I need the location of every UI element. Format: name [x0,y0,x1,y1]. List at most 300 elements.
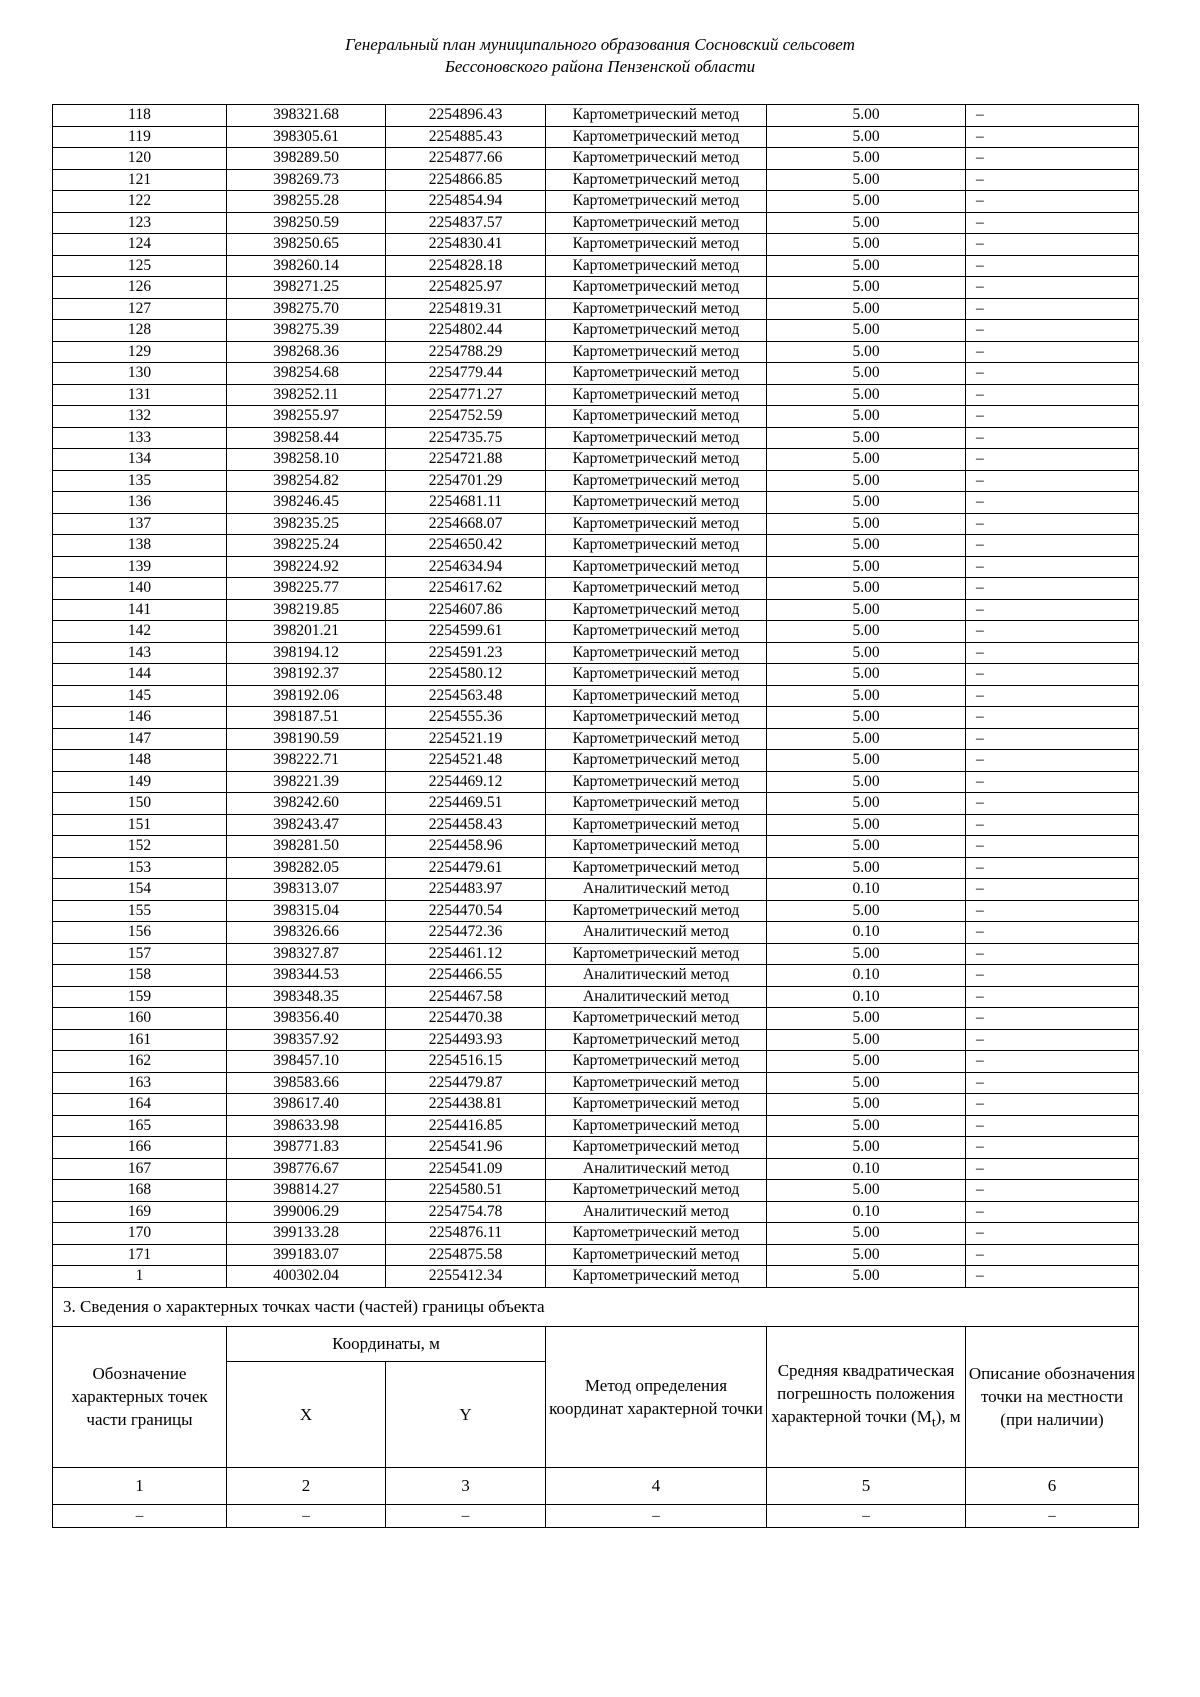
coord-y-cell: 2254788.29 [386,341,546,363]
point-number-cell: 142 [53,621,227,643]
point-number-cell: 162 [53,1051,227,1073]
description-cell: – [966,277,1139,299]
mean-error-cell: 5.00 [767,234,966,256]
point-number-cell: 132 [53,406,227,428]
coord-y-cell: 2254479.87 [386,1072,546,1094]
method-cell: Картометрический метод [546,363,767,385]
coord-y-cell: 2254467.58 [386,986,546,1008]
mean-error-cell: 5.00 [767,406,966,428]
mean-error-cell: 5.00 [767,384,966,406]
coord-x-cell: 398771.83 [227,1137,386,1159]
coord-y-cell: 2254541.09 [386,1158,546,1180]
coord-y-cell: 2254599.61 [386,621,546,643]
method-cell: Картометрический метод [546,255,767,277]
mean-error-cell: 5.00 [767,1137,966,1159]
method-cell: Картометрический метод [546,1180,767,1202]
coord-x-cell: 398235.25 [227,513,386,535]
coord-x-cell: 398192.06 [227,685,386,707]
point-number-cell: 163 [53,1072,227,1094]
coord-y-cell: 2254875.58 [386,1244,546,1266]
description-cell: – [966,750,1139,772]
table-row [53,771,1139,793]
description-cell: – [966,1072,1139,1094]
table-row [53,857,1139,879]
description-cell: – [966,1008,1139,1030]
point-number-cell: 128 [53,320,227,342]
coord-y-cell: 2254521.48 [386,750,546,772]
point-number-cell: 120 [53,148,227,170]
mean-error-cell: 5.00 [767,836,966,858]
mean-error-cell: 0.10 [767,879,966,901]
coord-x-cell: 398313.07 [227,879,386,901]
table-row [53,922,1139,944]
table-row [53,1201,1139,1223]
description-cell: – [966,1201,1139,1223]
coord-x-cell: 398250.59 [227,212,386,234]
coord-x-cell: 398321.68 [227,105,386,127]
table-row [53,1008,1139,1030]
description-cell: – [966,1266,1139,1288]
empty-cell: – [53,1504,227,1527]
table-row [53,793,1139,815]
mean-error-cell: 5.00 [767,1029,966,1051]
coord-x-cell: 398282.05 [227,857,386,879]
method-cell: Картометрический метод [546,513,767,535]
coord-y-cell: 2254483.97 [386,879,546,901]
table-row [53,1137,1139,1159]
coord-x-cell: 398281.50 [227,836,386,858]
coord-y-cell: 2254521.19 [386,728,546,750]
coord-y-cell: 2254416.85 [386,1115,546,1137]
header-point-designation: Обозначение характерных точек части границы [53,1326,227,1467]
coord-y-cell: 2254876.11 [386,1223,546,1245]
coord-x-cell: 399183.07 [227,1244,386,1266]
mean-error-cell: 0.10 [767,1158,966,1180]
table-row [53,1180,1139,1202]
mean-error-cell: 5.00 [767,105,966,127]
mean-error-cell: 5.00 [767,814,966,836]
section-3-title: 3. Сведения о характерных точках части (частей) границы объекта [53,1287,1139,1326]
method-cell: Картометрический метод [546,535,767,557]
empty-cell: – [386,1504,546,1527]
mean-error-cell: 0.10 [767,922,966,944]
description-cell: – [966,1223,1139,1245]
coord-y-cell: 2255412.34 [386,1266,546,1288]
method-cell: Картометрический метод [546,793,767,815]
method-cell: Картометрический метод [546,105,767,127]
description-cell: – [966,212,1139,234]
table-row [53,943,1139,965]
method-cell: Картометрический метод [546,1244,767,1266]
table-row [53,1029,1139,1051]
coord-y-cell: 2254466.55 [386,965,546,987]
table-row [53,1072,1139,1094]
description-cell: – [966,234,1139,256]
method-cell: Картометрический метод [546,470,767,492]
coord-y-cell: 2254563.48 [386,685,546,707]
mean-error-cell: 5.00 [767,363,966,385]
coord-y-cell: 2254461.12 [386,943,546,965]
point-number-cell: 145 [53,685,227,707]
coord-y-cell: 2254458.96 [386,836,546,858]
mean-error-cell: 5.00 [767,1051,966,1073]
point-number-cell: 133 [53,427,227,449]
table-row [53,341,1139,363]
table-row [53,1115,1139,1137]
coord-x-cell: 398187.51 [227,707,386,729]
mean-error-cell: 5.00 [767,169,966,191]
table-row [53,599,1139,621]
coord-x-cell: 398617.40 [227,1094,386,1116]
header-y: Y [386,1361,546,1467]
point-number-cell: 168 [53,1180,227,1202]
point-number-cell: 154 [53,879,227,901]
mean-error-cell: 5.00 [767,664,966,686]
mean-error-cell: 5.00 [767,642,966,664]
description-cell: – [966,599,1139,621]
point-number-cell: 125 [53,255,227,277]
coord-y-cell: 2254591.23 [386,642,546,664]
column-number: 3 [386,1467,546,1504]
table-row [53,685,1139,707]
coord-x-cell: 398271.25 [227,277,386,299]
coord-y-cell: 2254701.29 [386,470,546,492]
description-cell: – [966,1137,1139,1159]
point-number-cell: 138 [53,535,227,557]
method-cell: Картометрический метод [546,664,767,686]
table-row [53,642,1139,664]
description-cell: – [966,1244,1139,1266]
coord-x-cell: 398583.66 [227,1072,386,1094]
coord-y-cell: 2254877.66 [386,148,546,170]
point-number-cell: 169 [53,1201,227,1223]
table-row [53,900,1139,922]
point-number-cell: 148 [53,750,227,772]
table-row [53,1266,1139,1288]
table-row [53,1223,1139,1245]
point-number-cell: 119 [53,126,227,148]
method-cell: Картометрический метод [546,1115,767,1137]
mean-error-cell: 5.00 [767,750,966,772]
method-cell: Картометрический метод [546,406,767,428]
coord-x-cell: 398327.87 [227,943,386,965]
table-row [53,664,1139,686]
table-row [53,234,1139,256]
mean-error-cell: 5.00 [767,1223,966,1245]
point-number-cell: 139 [53,556,227,578]
table-row [53,384,1139,406]
description-cell: – [966,879,1139,901]
point-number-cell: 121 [53,169,227,191]
coord-y-cell: 2254650.42 [386,535,546,557]
table-row [53,879,1139,901]
point-number-cell: 161 [53,1029,227,1051]
point-number-cell: 167 [53,1158,227,1180]
description-cell: – [966,320,1139,342]
table-row [53,470,1139,492]
table-row [53,535,1139,557]
description-cell: – [966,513,1139,535]
coord-x-cell: 398258.10 [227,449,386,471]
description-cell: – [966,427,1139,449]
method-cell: Картометрический метод [546,728,767,750]
coord-y-cell: 2254470.54 [386,900,546,922]
method-cell: Картометрический метод [546,234,767,256]
coord-x-cell: 398201.21 [227,621,386,643]
table-row [53,363,1139,385]
empty-cell: – [546,1504,767,1527]
coord-x-cell: 398242.60 [227,793,386,815]
description-cell: – [966,922,1139,944]
coordinates-table-body [53,105,1139,1288]
method-cell: Картометрический метод [546,556,767,578]
method-cell: Картометрический метод [546,1008,767,1030]
mean-error-cell: 5.00 [767,320,966,342]
method-cell: Картометрический метод [546,1094,767,1116]
coord-x-cell: 398246.45 [227,492,386,514]
point-number-cell: 150 [53,793,227,815]
point-number-cell: 146 [53,707,227,729]
point-number-cell: 158 [53,965,227,987]
mean-error-cell: 5.00 [767,857,966,879]
table-row [53,406,1139,428]
mean-error-cell: 5.00 [767,793,966,815]
description-cell: – [966,492,1139,514]
description-cell: – [966,1051,1139,1073]
table-row [53,513,1139,535]
method-cell: Картометрический метод [546,599,767,621]
mean-error-cell: 5.00 [767,535,966,557]
method-cell: Картометрический метод [546,943,767,965]
column-number: 6 [966,1467,1139,1504]
method-cell: Картометрический метод [546,449,767,471]
method-cell: Картометрический метод [546,148,767,170]
mean-error-cell: 5.00 [767,1008,966,1030]
description-cell: – [966,148,1139,170]
point-number-cell: 124 [53,234,227,256]
point-number-cell: 126 [53,277,227,299]
coord-y-cell: 2254617.62 [386,578,546,600]
table-row [53,277,1139,299]
method-cell: Аналитический метод [546,1201,767,1223]
section-3-title-row [53,1287,1139,1326]
coord-x-cell: 398255.28 [227,191,386,213]
method-cell: Картометрический метод [546,771,767,793]
method-cell: Картометрический метод [546,836,767,858]
mean-error-cell: 5.00 [767,621,966,643]
mean-error-cell: 5.00 [767,771,966,793]
header-x: X [227,1361,386,1467]
coord-y-cell: 2254771.27 [386,384,546,406]
column-number: 2 [227,1467,386,1504]
description-cell: – [966,384,1139,406]
point-number-cell: 143 [53,642,227,664]
mean-error-cell: 5.00 [767,1244,966,1266]
point-number-cell: 135 [53,470,227,492]
point-number-cell: 164 [53,1094,227,1116]
coord-y-cell: 2254681.11 [386,492,546,514]
coord-y-cell: 2254516.15 [386,1051,546,1073]
mean-error-cell: 5.00 [767,943,966,965]
description-cell: – [966,771,1139,793]
mean-error-cell: 0.10 [767,986,966,1008]
coord-x-cell: 398258.44 [227,427,386,449]
mean-error-cell: 5.00 [767,126,966,148]
coord-y-cell: 2254493.93 [386,1029,546,1051]
method-cell: Картометрический метод [546,169,767,191]
description-cell: – [966,1158,1139,1180]
coord-x-cell: 398260.14 [227,255,386,277]
coord-y-cell: 2254802.44 [386,320,546,342]
description-cell: – [966,1094,1139,1116]
table-row [53,836,1139,858]
coord-x-cell: 398254.68 [227,363,386,385]
coord-x-cell: 398192.37 [227,664,386,686]
description-cell: – [966,685,1139,707]
method-cell: Картометрический метод [546,750,767,772]
coord-y-cell: 2254555.36 [386,707,546,729]
method-cell: Картометрический метод [546,191,767,213]
table-row [53,105,1139,127]
coord-y-cell: 2254469.51 [386,793,546,815]
mean-error-cell: 5.00 [767,148,966,170]
mean-error-cell: 5.00 [767,728,966,750]
header-description: Описание обозначения точки на местности (при наличии) [966,1326,1139,1467]
header-coordinates: Координаты, м [227,1326,546,1361]
column-number: 1 [53,1467,227,1504]
coord-y-cell: 2254866.85 [386,169,546,191]
description-cell: – [966,793,1139,815]
coord-y-cell: 2254735.75 [386,427,546,449]
method-cell: Аналитический метод [546,965,767,987]
description-cell: – [966,728,1139,750]
table-row [53,1244,1139,1266]
point-number-cell: 122 [53,191,227,213]
coord-x-cell: 398250.65 [227,234,386,256]
header-line-1: Генеральный план муниципального образования Сосновский сельсовет [345,35,855,54]
mean-error-cell: 5.00 [767,707,966,729]
point-number-cell: 136 [53,492,227,514]
coord-x-cell: 399006.29 [227,1201,386,1223]
point-number-cell: 156 [53,922,227,944]
description-cell: – [966,105,1139,127]
method-cell: Картометрический метод [546,427,767,449]
method-cell: Аналитический метод [546,1158,767,1180]
coord-y-cell: 2254541.96 [386,1137,546,1159]
point-number-cell: 140 [53,578,227,600]
mean-error-cell: 5.00 [767,427,966,449]
table-row [53,191,1139,213]
mean-error-cell: 5.00 [767,556,966,578]
coord-x-cell: 398221.39 [227,771,386,793]
method-cell: Картометрический метод [546,341,767,363]
coord-y-cell: 2254896.43 [386,105,546,127]
coord-x-cell: 399133.28 [227,1223,386,1245]
coord-y-cell: 2254825.97 [386,277,546,299]
coord-y-cell: 2254580.12 [386,664,546,686]
method-cell: Картометрический метод [546,1051,767,1073]
empty-cell: – [227,1504,386,1527]
point-number-cell: 165 [53,1115,227,1137]
coord-x-cell: 398814.27 [227,1180,386,1202]
coord-y-cell: 2254607.86 [386,599,546,621]
mean-error-cell: 5.00 [767,1094,966,1116]
mean-error-cell: 5.00 [767,900,966,922]
coord-x-cell: 398219.85 [227,599,386,621]
description-cell: – [966,449,1139,471]
coord-y-cell: 2254580.51 [386,1180,546,1202]
description-cell: – [966,191,1139,213]
description-cell: – [966,664,1139,686]
mean-error-cell: 5.00 [767,212,966,234]
table-row [53,449,1139,471]
mean-error-cell: 5.00 [767,1115,966,1137]
method-cell: Картометрический метод [546,212,767,234]
coord-y-cell: 2254828.18 [386,255,546,277]
point-number-cell: 152 [53,836,227,858]
description-cell: – [966,621,1139,643]
coord-y-cell: 2254819.31 [386,298,546,320]
table-row [53,1158,1139,1180]
coord-y-cell: 2254854.94 [386,191,546,213]
header-mean-error-unit: ), м [935,1406,961,1426]
coord-y-cell: 2254472.36 [386,922,546,944]
description-cell: – [966,707,1139,729]
mean-error-cell: 5.00 [767,191,966,213]
coord-x-cell: 398252.11 [227,384,386,406]
description-cell: – [966,556,1139,578]
description-cell: – [966,1029,1139,1051]
description-cell: – [966,1115,1139,1137]
coord-x-cell: 398190.59 [227,728,386,750]
coord-x-cell: 398268.36 [227,341,386,363]
mean-error-cell: 5.00 [767,298,966,320]
coord-y-cell: 2254634.94 [386,556,546,578]
table-row [53,320,1139,342]
point-number-cell: 123 [53,212,227,234]
header-mean-error-text: Средняя квадратическая погрешность положения характерной точки (M [771,1360,955,1426]
method-cell: Картометрический метод [546,126,767,148]
empty-points-row [53,1504,1139,1527]
point-number-cell: 134 [53,449,227,471]
coord-x-cell: 398222.71 [227,750,386,772]
table-row [53,427,1139,449]
mean-error-cell: 5.00 [767,578,966,600]
method-cell: Картометрический метод [546,621,767,643]
point-number-cell: 127 [53,298,227,320]
section-3-header-row-1 [53,1326,1139,1361]
column-numbers-row [53,1467,1139,1504]
column-number: 5 [767,1467,966,1504]
point-number-cell: 1 [53,1266,227,1288]
table-row [53,814,1139,836]
column-number: 4 [546,1467,767,1504]
method-cell: Картометрический метод [546,578,767,600]
description-cell: – [966,857,1139,879]
description-cell: – [966,814,1139,836]
coord-y-cell: 2254885.43 [386,126,546,148]
table-row [53,148,1139,170]
coord-y-cell: 2254721.88 [386,449,546,471]
mean-error-cell: 5.00 [767,1180,966,1202]
coord-y-cell: 2254470.38 [386,1008,546,1030]
method-cell: Картометрический метод [546,384,767,406]
coord-x-cell: 398275.39 [227,320,386,342]
description-cell: – [966,535,1139,557]
method-cell: Картометрический метод [546,320,767,342]
point-number-cell: 118 [53,105,227,127]
coord-x-cell: 398275.70 [227,298,386,320]
